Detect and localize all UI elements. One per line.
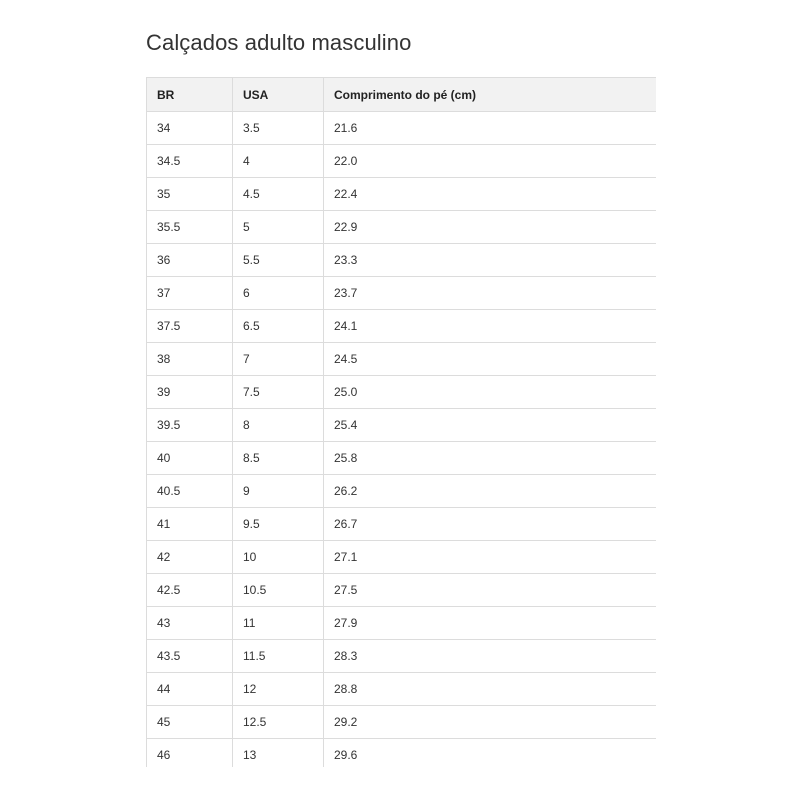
- cell-foot-length: 28.8: [324, 673, 657, 706]
- cell-foot-length: 24.5: [324, 343, 657, 376]
- cell-br: 42: [147, 541, 233, 574]
- cell-br: 38: [147, 343, 233, 376]
- page-title: Calçados adulto masculino: [146, 30, 412, 55]
- table-row: [147, 145, 657, 178]
- column-header-br: BR: [147, 78, 233, 112]
- cell-foot-length: 27.5: [324, 574, 657, 607]
- cell-br: 39.5: [147, 409, 233, 442]
- cell-br: 34: [147, 112, 233, 145]
- cell-usa: 8: [233, 409, 324, 442]
- table-row: [147, 541, 657, 574]
- cell-br: 35: [147, 178, 233, 211]
- table-row: [147, 178, 657, 211]
- cell-br: 45: [147, 706, 233, 739]
- cell-foot-length: 28.3: [324, 640, 657, 673]
- cell-usa: 7.5: [233, 376, 324, 409]
- cell-foot-length: 25.0: [324, 376, 657, 409]
- table-row: [147, 508, 657, 541]
- cell-foot-length: 25.8: [324, 442, 657, 475]
- cell-usa: 11: [233, 607, 324, 640]
- cell-br: 44: [147, 673, 233, 706]
- table-row: [147, 607, 657, 640]
- table-row: [147, 211, 657, 244]
- cell-foot-length: 27.1: [324, 541, 657, 574]
- cell-foot-length: 22.0: [324, 145, 657, 178]
- cell-foot-length: 23.3: [324, 244, 657, 277]
- cell-usa: 6.5: [233, 310, 324, 343]
- cell-usa: 10.5: [233, 574, 324, 607]
- cell-foot-length: 29.6: [324, 739, 657, 768]
- table-row: [147, 112, 657, 145]
- table-header: [147, 78, 657, 112]
- cell-usa: 13: [233, 739, 324, 768]
- cell-br: 36: [147, 244, 233, 277]
- cell-usa: 9: [233, 475, 324, 508]
- cell-foot-length: 25.4: [324, 409, 657, 442]
- cell-br: 34.5: [147, 145, 233, 178]
- cell-foot-length: 29.2: [324, 706, 657, 739]
- table-row: [147, 706, 657, 739]
- cell-usa: 6: [233, 277, 324, 310]
- cell-br: 37.5: [147, 310, 233, 343]
- size-chart-table: [146, 77, 656, 767]
- cell-br: 43.5: [147, 640, 233, 673]
- cell-br: 40: [147, 442, 233, 475]
- cell-br: 46: [147, 739, 233, 768]
- cell-foot-length: 26.2: [324, 475, 657, 508]
- cell-foot-length: 27.9: [324, 607, 657, 640]
- table-row: [147, 739, 657, 768]
- cell-usa: 9.5: [233, 508, 324, 541]
- column-header-usa: USA: [233, 78, 324, 112]
- cell-usa: 10: [233, 541, 324, 574]
- table-row: [147, 277, 657, 310]
- table-row: [147, 574, 657, 607]
- cell-usa: 8.5: [233, 442, 324, 475]
- cell-br: 43: [147, 607, 233, 640]
- cell-usa: 11.5: [233, 640, 324, 673]
- table-row: [147, 376, 657, 409]
- cell-usa: 4.5: [233, 178, 324, 211]
- table-row: [147, 640, 657, 673]
- cell-br: 39: [147, 376, 233, 409]
- cell-usa: 12.5: [233, 706, 324, 739]
- cell-br: 42.5: [147, 574, 233, 607]
- cell-br: 40.5: [147, 475, 233, 508]
- cell-foot-length: 23.7: [324, 277, 657, 310]
- cell-usa: 5: [233, 211, 324, 244]
- table-row: [147, 244, 657, 277]
- cell-usa: 7: [233, 343, 324, 376]
- table-row: [147, 475, 657, 508]
- cell-foot-length: 22.4: [324, 178, 657, 211]
- cell-foot-length: 24.1: [324, 310, 657, 343]
- size-chart-container: [146, 77, 656, 767]
- cell-foot-length: 21.6: [324, 112, 657, 145]
- cell-usa: 5.5: [233, 244, 324, 277]
- cell-foot-length: 26.7: [324, 508, 657, 541]
- table-body: [147, 112, 657, 768]
- cell-foot-length: 22.9: [324, 211, 657, 244]
- column-header-foot-length: Comprimento do pé (cm): [324, 78, 657, 112]
- cell-usa: 12: [233, 673, 324, 706]
- table-header-row: [147, 78, 657, 112]
- cell-br: 35.5: [147, 211, 233, 244]
- table-row: [147, 409, 657, 442]
- table-row: [147, 343, 657, 376]
- cell-br: 37: [147, 277, 233, 310]
- table-row: [147, 310, 657, 343]
- cell-usa: 4: [233, 145, 324, 178]
- table-row: [147, 673, 657, 706]
- cell-usa: 3.5: [233, 112, 324, 145]
- cell-br: 41: [147, 508, 233, 541]
- table-row: [147, 442, 657, 475]
